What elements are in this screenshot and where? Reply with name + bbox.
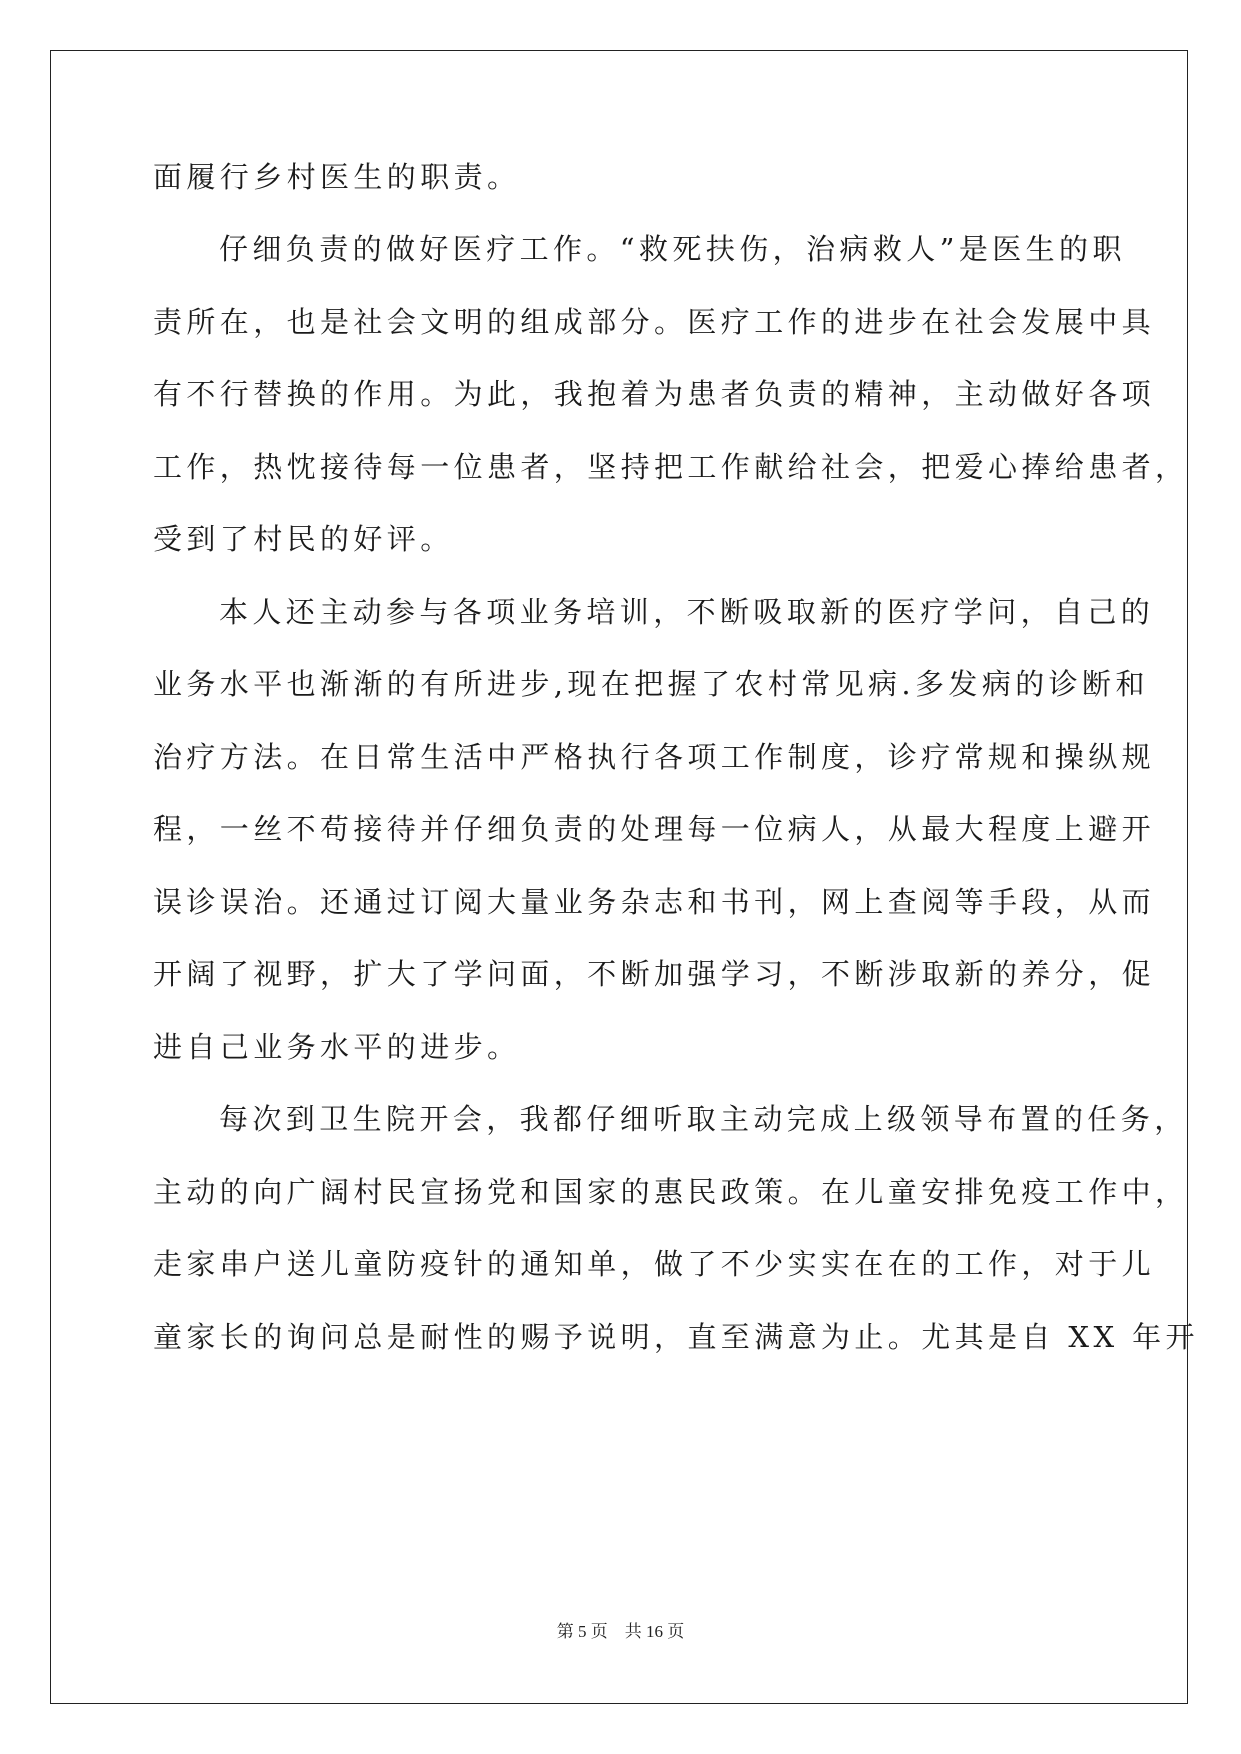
- paragraph-line: 受到了村民的好评。: [153, 522, 454, 556]
- paragraph-line: 责所在，也是社会文明的组成部分。医疗工作的进步在社会发展中具: [153, 305, 1156, 339]
- paragraph-line: 业务水平也渐渐的有所进步,现在把握了农村常见病.多发病的诊断和: [153, 667, 1149, 701]
- paragraph-line: 主动的向广阔村民宣扬党和国家的惠民政策。在儿童安排免疫工作中，: [153, 1175, 1189, 1209]
- paragraph-line: 面履行乡村医生的职责。: [153, 160, 521, 194]
- paragraph-line: 有不行替换的作用。为此，我抱着为患者负责的精神，主动做好各项: [153, 377, 1156, 411]
- paragraph-line: 程，一丝不苟接待并仔细负责的处理每一位病人，从最大程度上避开: [153, 812, 1156, 846]
- paragraph-line: 走家串户送儿童防疫针的通知单，做了不少实实在在的工作，对于儿: [153, 1247, 1156, 1281]
- paragraph-line: 工作，热忱接待每一位患者，坚持把工作献给社会，把爱心捧给患者，: [153, 450, 1189, 484]
- page-number: 第 5 页: [556, 1622, 608, 1641]
- paragraph-line: 误诊误治。还通过订阅大量业务杂志和书刊，网上查阅等手段，从而: [153, 885, 1156, 919]
- paragraph-line: 治疗方法。在日常生活中严格执行各项工作制度，诊疗常规和操纵规: [153, 740, 1156, 774]
- page-footer: [0, 1621, 1241, 1643]
- page-border: [50, 50, 1199, 1704]
- paragraph-first-line: 仔细负责的做好医疗工作。“救死扶伤，治病救人”是医生的职: [219, 232, 1126, 266]
- paragraph-first-line: 每次到卫生院开会，我都仔细听取主动完成上级领导布置的任务，: [219, 1102, 1188, 1136]
- paragraph-line: 开阔了视野，扩大了学问面，不断加强学习，不断涉取新的养分，促: [153, 957, 1156, 991]
- page-total: 共 16 页: [624, 1622, 685, 1641]
- paragraph-line: 进自己业务水平的进步。: [153, 1030, 521, 1064]
- paragraph-line: 童家长的询问总是耐性的赐予说明，直至满意为止。尤其是自 XX 年开: [153, 1320, 1199, 1354]
- paragraph-first-line: 本人还主动参与各项业务培训，不断吸取新的医疗学问，自己的: [219, 595, 1155, 629]
